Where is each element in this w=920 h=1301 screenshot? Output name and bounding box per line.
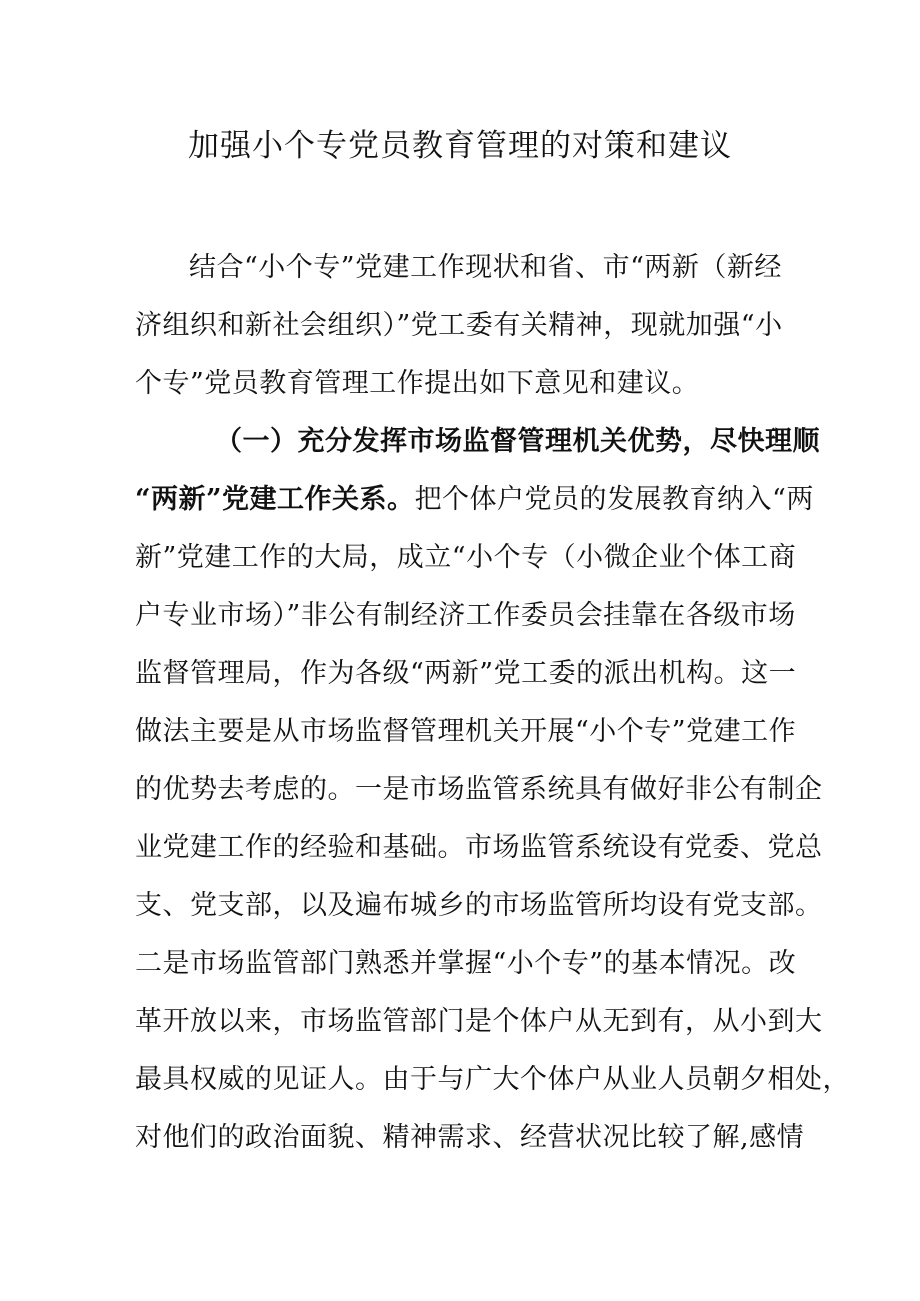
paragraph-line: 做法主要是从市场监督管理机关开展“小个专”党建工作 (135, 716, 797, 747)
document-title: 加强小个专党员教育管理的对策和建议 (188, 128, 732, 164)
paragraph-line: 对他们的政治面貌、精神需求、经营状况比较了解,感情 (135, 1122, 805, 1153)
section-heading-line: （一）充分发挥市场监督管理机关优势，尽快理顺 (215, 426, 820, 457)
paragraph-line: 最具权威的见证人。由于与广大个体户从业人员朝夕相处， (135, 1064, 850, 1095)
section-heading-end: “两新”党建工作关系。 (135, 484, 415, 515)
paragraph-text: 把个体户党员的发展教育纳入“两 (414, 484, 814, 515)
paragraph-line: 新”党建工作的大局，成立“小个专（小微企业个体工商 (135, 542, 797, 573)
paragraph-line: 济组织和新社会组织）”党工委有关精神，现就加强“小 (135, 310, 783, 341)
paragraph-line: 业党建工作的经验和基础。市场监管系统设有党委、党总 (135, 832, 823, 863)
paragraph-line: 的优势去考虑的。一是市场监管系统具有做好非公有制企 (135, 774, 823, 805)
paragraph-line: 结合“小个专”党建工作现状和省、市“两新（新经 (189, 252, 782, 283)
mixed-line (135, 471, 814, 529)
paragraph-line: 支、党支部，以及遍布城乡的市场监管所均设有党支部。 (135, 890, 823, 921)
paragraph-line: 户专业市场）”非公有制经济工作委员会挂靠在各级市场 (135, 600, 796, 631)
paragraph-line: 个专”党员教育管理工作提出如下意见和建议。 (135, 368, 700, 399)
paragraph-line: 二是市场监管部门熟悉并掌握“小个专”的基本情况。改 (135, 948, 797, 979)
paragraph-line: 革开放以来，市场监管部门是个体户从无到有，从小到大 (135, 1006, 823, 1037)
document-body (135, 239, 850, 1167)
paragraph-line: 监督管理局，作为各级“两新”党工委的派出机构。这一 (135, 658, 797, 689)
